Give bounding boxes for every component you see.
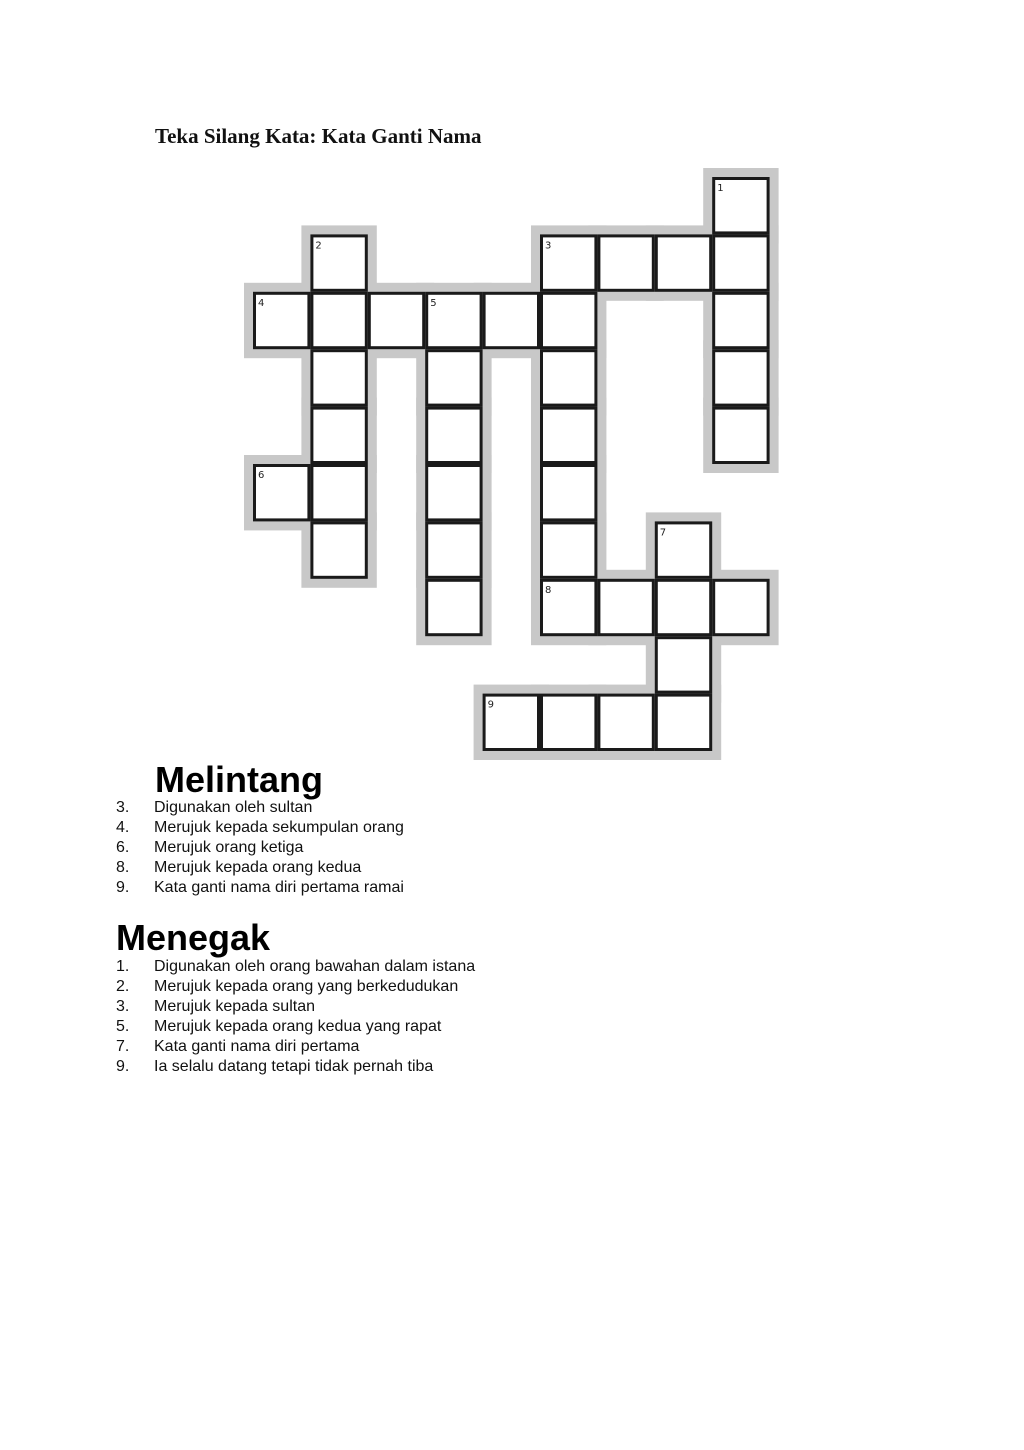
crossword-cell[interactable] <box>427 351 481 405</box>
clue-number: 9. <box>116 879 130 896</box>
crossword-cell[interactable] <box>312 351 366 405</box>
grid-cells <box>255 179 769 750</box>
clue-text: Digunakan oleh sultan <box>154 799 313 816</box>
cell-number: 8 <box>545 584 552 596</box>
crossword-cell[interactable] <box>427 466 481 520</box>
crossword-cell[interactable] <box>599 236 653 290</box>
clue-text: Kata ganti nama diri pertama ramai <box>154 879 404 896</box>
cell-number: 3 <box>545 240 552 252</box>
crossword-cell[interactable] <box>542 695 596 749</box>
crossword-cell[interactable] <box>542 351 596 405</box>
crossword-cell[interactable] <box>542 466 596 520</box>
crossword-cell[interactable] <box>656 695 710 749</box>
clue-text: Ia selalu datang tetapi tidak pernah tiba <box>154 1058 434 1075</box>
crossword-cell[interactable] <box>484 293 538 347</box>
cell-number: 9 <box>487 699 494 711</box>
clue-number: 2. <box>116 978 130 995</box>
crossword-cell[interactable] <box>599 580 653 634</box>
crossword-cell[interactable] <box>656 236 710 290</box>
clue-number: 7. <box>116 1038 130 1055</box>
clue-number: 1. <box>116 958 130 975</box>
cell-number: 1 <box>717 183 724 194</box>
clue-text: Kata ganti nama diri pertama <box>154 1038 360 1055</box>
crossword-cell[interactable] <box>656 580 710 634</box>
clue-number: 9. <box>116 1058 130 1075</box>
clue-text: Merujuk kepada sultan <box>154 998 315 1015</box>
crossword-cell[interactable] <box>427 408 481 462</box>
crossword-cell[interactable] <box>599 695 653 749</box>
crossword-cell[interactable] <box>542 293 596 347</box>
crossword-cell[interactable] <box>312 408 366 462</box>
clue-text: Merujuk kepada sekumpulan orang <box>154 819 404 836</box>
puzzle-title: Teka Silang Kata: Kata Ganti Nama <box>155 124 482 148</box>
clue-number: 8. <box>116 859 130 876</box>
crossword-cell[interactable] <box>542 523 596 577</box>
down-heading: Menegak <box>116 917 271 958</box>
crossword-cell[interactable] <box>312 523 366 577</box>
clue-number: 4. <box>116 819 130 836</box>
crossword-cell[interactable] <box>312 293 366 347</box>
clue-text: Merujuk kepada orang kedua yang rapat <box>154 1018 442 1035</box>
cell-number: 2 <box>315 240 322 252</box>
across-heading: Melintang <box>155 759 323 800</box>
crossword-cell[interactable] <box>369 293 423 347</box>
clue-number: 5. <box>116 1018 130 1035</box>
crossword-cell[interactable] <box>714 351 768 405</box>
crossword-cell[interactable] <box>427 523 481 577</box>
crossword-cell[interactable] <box>714 236 768 290</box>
cell-number: 5 <box>430 297 437 309</box>
crossword-cell[interactable] <box>656 638 710 692</box>
crossword-cell[interactable] <box>714 580 768 634</box>
cell-number: 6 <box>258 470 265 481</box>
clue-number: 3. <box>116 998 130 1015</box>
crossword-cell[interactable] <box>714 293 768 347</box>
cell-number: 7 <box>659 527 667 539</box>
clue-number: 6. <box>116 839 130 856</box>
clue-number: 3. <box>116 799 130 816</box>
crossword-cell[interactable] <box>542 408 596 462</box>
crossword-cell[interactable] <box>714 408 768 462</box>
clue-text: Digunakan oleh orang bawahan dalam istana <box>154 958 476 975</box>
cell-number: 4 <box>258 297 265 309</box>
clue-text: Merujuk kepada orang kedua <box>154 859 362 876</box>
crossword-cell[interactable] <box>427 580 481 634</box>
crossword-cell[interactable] <box>312 466 366 520</box>
clue-text: Merujuk kepada orang yang berkedudukan <box>154 978 459 995</box>
clue-text: Merujuk orang ketiga <box>154 839 304 856</box>
